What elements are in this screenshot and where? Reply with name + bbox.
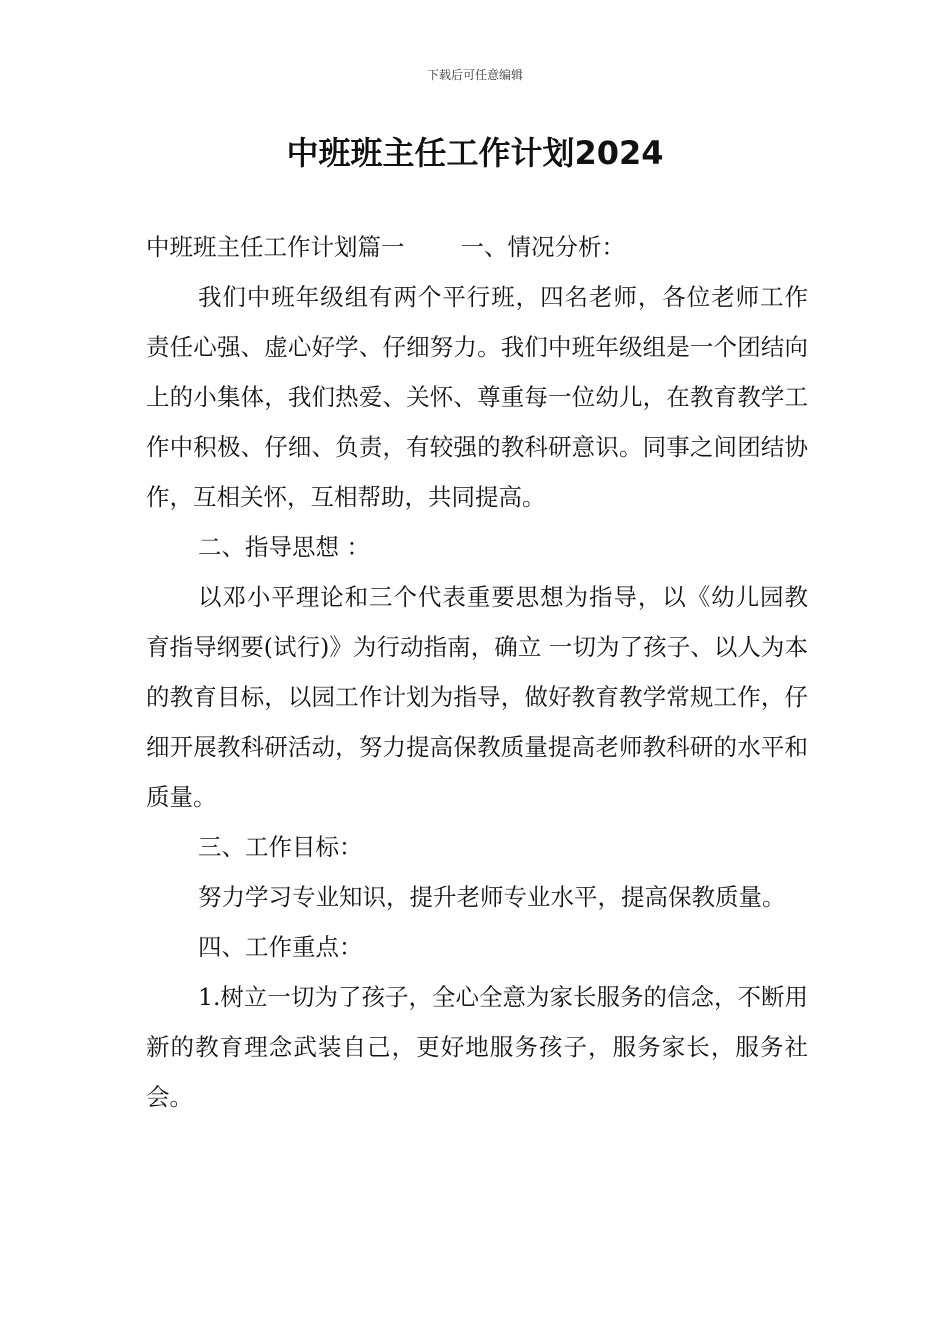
- document-body: [146, 222, 808, 1122]
- section-heading-2: 二、指导思想 ：: [198, 533, 370, 561]
- section-heading-1: 一、情况分析：: [460, 233, 625, 261]
- paragraph-guiding-ideology: 以邓小平理论和三个代表重要思想为指导，以《幼儿园教育指导纲要(试行)》为行动指南，确立 一切为了孩子、以人为本的教育目标，以园工作计划为指导，做好教育教学常规工作，仔细开展教科研活动，努力提高保教质量提高老师教科研的水平和质量。: [146, 583, 808, 811]
- header-note: 下载后可任意编辑: [426, 68, 523, 82]
- paragraph-work-focus-1: 1.树立一切为了孩子，全心全意为家长服务的信念，不断用新的教育理念武装自己，更好地服务孩子，服务家长，服务社会。: [146, 983, 808, 1111]
- section-heading-3: 三、工作目标：: [198, 833, 363, 861]
- section-heading-4: 四、工作重点：: [198, 933, 363, 961]
- document-title: 中班班主任工作计划2024: [286, 134, 664, 172]
- intro-line: [146, 222, 808, 272]
- intro-section-title: 中班班主任工作计划篇一: [146, 233, 405, 261]
- paragraph-work-goals: 努力学习专业知识，提升老师专业水平，提高保教质量。: [198, 883, 786, 911]
- paragraph-situation: 我们中班年级组有两个平行班，四名老师，各位老师工作责任心强、虚心好学、仔细努力。我们中班年级组是一个团结向上的小集体，我们热爱、关怀、尊重每一位幼儿，在教育教学工作中积极、仔细、负责，有较强的教科研意识。同事之间团结协作，互相关怀，互相帮助，共同提高。: [146, 283, 808, 511]
